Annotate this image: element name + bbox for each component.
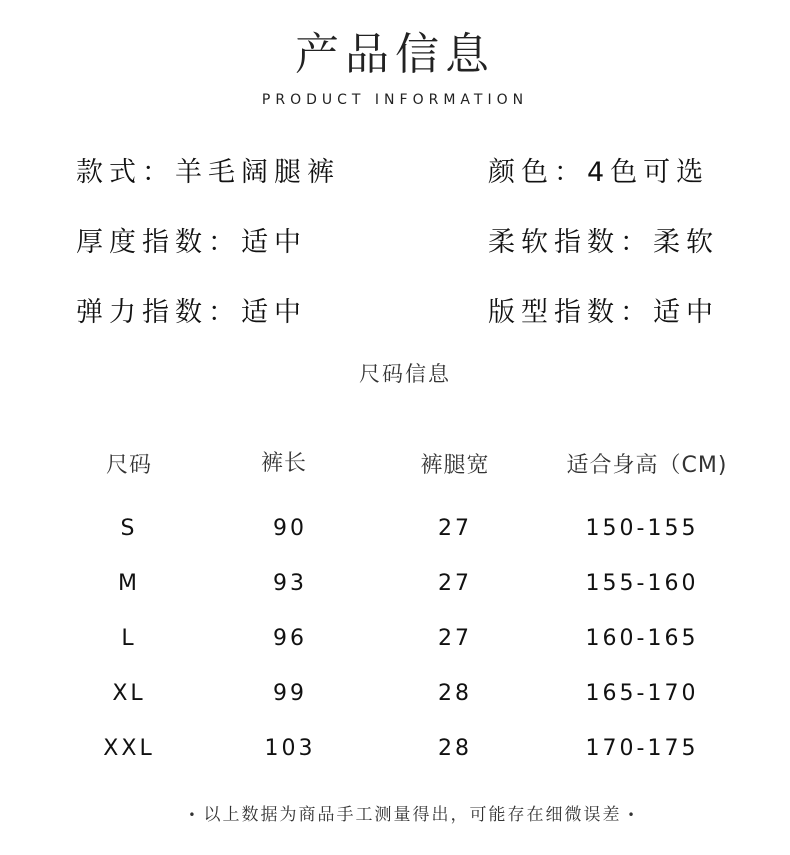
info-thickness-value: 适中: [241, 227, 307, 258]
table-cell-size: L: [121, 626, 137, 651]
size-table-header-height: 适合身高（CM): [566, 453, 728, 478]
table-cell-height: 155-160: [585, 571, 699, 596]
page-title: 产品信息: [295, 29, 495, 80]
info-style: [76, 150, 340, 189]
info-softness-label: 柔软指数：: [488, 227, 653, 258]
table-cell-height: 150-155: [585, 516, 699, 541]
info-color-value: 4色可选: [587, 157, 710, 188]
table-cell-length: 99: [273, 681, 307, 706]
info-softness-value: 柔软: [653, 227, 719, 258]
info-style-label: 款式：: [76, 157, 175, 188]
table-cell-size: M: [118, 571, 140, 596]
table-cell-length: 90: [273, 516, 307, 541]
size-table-heading: 尺码信息: [359, 362, 451, 386]
table-cell-leg-width: 27: [438, 516, 472, 541]
table-cell-size: XXL: [103, 736, 155, 761]
info-elasticity-value: 适中: [241, 297, 307, 328]
table-cell-height: 170-175: [585, 736, 699, 761]
table-cell-leg-width: 27: [438, 626, 472, 651]
table-cell-height: 160-165: [585, 626, 699, 651]
measurement-note-text: 以上数据为商品手工测量得出，可能存在细微误差: [203, 805, 622, 825]
size-table-header-size: 尺码: [105, 453, 152, 478]
table-cell-leg-width: 28: [438, 736, 472, 761]
bullet-dot-left: •: [188, 808, 198, 822]
table-cell-leg-width: 27: [438, 571, 472, 596]
info-style-value: 羊毛阔腿裤: [175, 157, 340, 188]
info-softness: [488, 220, 719, 259]
table-cell-height: 165-170: [585, 681, 699, 706]
info-thickness: [76, 220, 307, 259]
table-cell-length: 93: [273, 571, 307, 596]
table-cell-size: XL: [112, 681, 146, 706]
info-thickness-label: 厚度指数：: [76, 227, 241, 258]
table-cell-length: 96: [273, 626, 307, 651]
info-color-label: 颜色：: [488, 157, 587, 188]
info-elasticity-label: 弹力指数：: [76, 297, 241, 328]
table-cell-leg-width: 28: [438, 681, 472, 706]
size-table-header-length: 裤长: [260, 451, 307, 476]
info-elasticity: [76, 290, 307, 329]
info-fit-label: 版型指数：: [488, 297, 653, 328]
page-subtitle: PRODUCT INFORMATION: [261, 92, 529, 108]
size-table-header-leg-width: 裤腿宽: [420, 453, 490, 478]
table-cell-size: S: [120, 516, 138, 541]
measurement-note: [0, 800, 790, 825]
bullet-dot-right: •: [627, 808, 637, 822]
info-color: [488, 150, 709, 189]
info-fit: [488, 290, 719, 329]
table-cell-length: 103: [264, 736, 316, 761]
info-fit-value: 适中: [653, 297, 719, 328]
